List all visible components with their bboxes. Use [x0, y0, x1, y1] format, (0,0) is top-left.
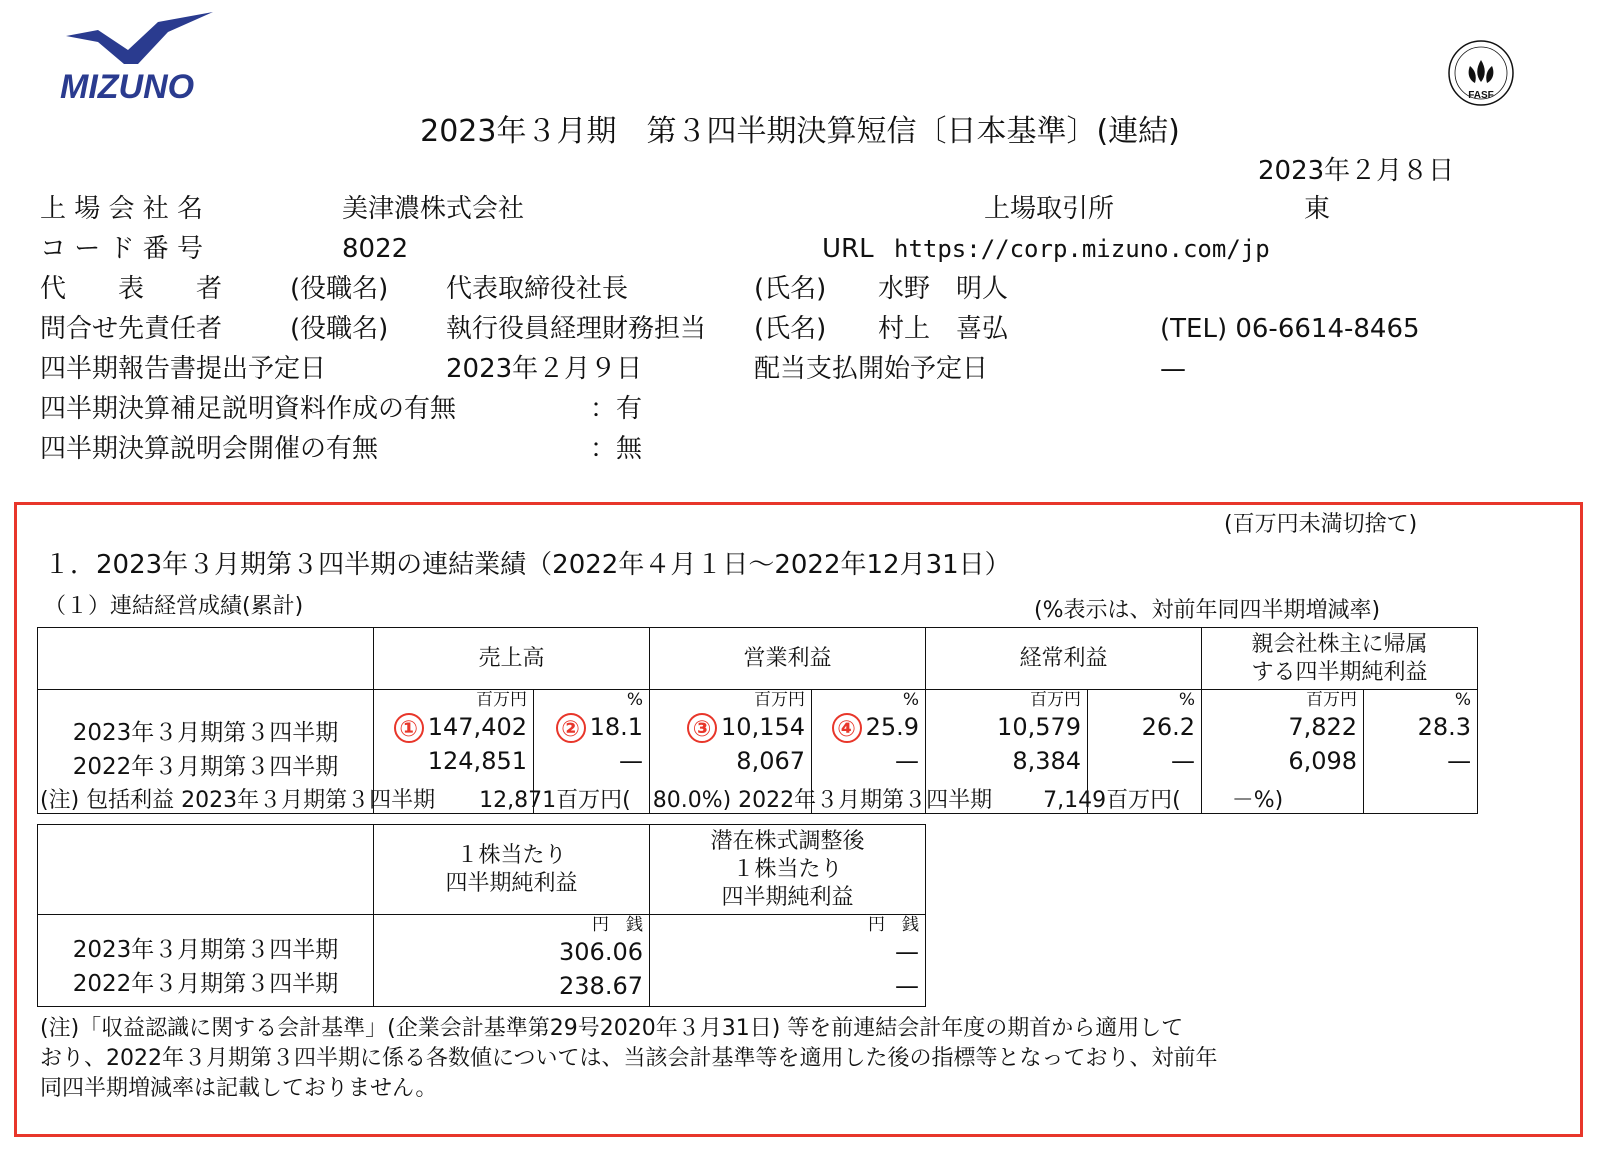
unit-label: % [1454, 690, 1472, 710]
value: 306.06 [559, 938, 643, 966]
marker-1: ① [394, 713, 424, 743]
rounding-note: (百万円未満切捨て) [1224, 512, 1418, 537]
contact-title: 執行役員経理財務担当 [446, 314, 707, 344]
dividend-label: 配当支払開始予定日 [754, 354, 989, 384]
supplementary-value: ：有 [590, 394, 643, 424]
representative-label: 代 表 者 [40, 274, 223, 304]
value: 10,154 [721, 713, 806, 741]
company-name: 美津濃株式会社 [342, 194, 525, 224]
contact-name: 村上 喜弘 [878, 314, 1009, 344]
rep-name-label: (氏名) [754, 274, 827, 304]
url-link[interactable]: https://corp.mizuno.com/jp [894, 235, 1270, 263]
value: — [1447, 747, 1472, 775]
row-label: 2023年３月期第３四半期 [72, 937, 339, 963]
comprehensive-income-note: (注) 包括利益 2023年３月期第３四半期 12,871百万円( 80.0%) 2022年３月期第３四半期 7,149百万円( －%) [40, 788, 1284, 813]
value: 6,098 [1288, 747, 1358, 775]
briefing-value: ：無 [590, 434, 643, 464]
row-label: 2022年３月期第３四半期 [72, 971, 339, 997]
report-date: 2023年２月８日 [1258, 156, 1455, 186]
value: 8,067 [736, 747, 806, 775]
value: 18.1 [589, 713, 644, 741]
contact-label: 問合せ先責任者 [40, 314, 223, 344]
eps-cell [374, 915, 650, 1007]
header-ordinary-income: 経常利益 [926, 628, 1202, 690]
unit-label: % [626, 690, 644, 710]
unit-label: % [1178, 690, 1196, 710]
percent-note: (%表示は、対前年同四半期増減率) [1034, 598, 1381, 623]
document-title: 2023年３月期 第３四半期決算短信〔日本基準〕(連結) [420, 114, 1180, 149]
value: 10,579 [997, 713, 1082, 741]
contact-title-label: (役職名) [290, 314, 389, 344]
contact-tel: (TEL) 06-6614-8465 [1160, 314, 1420, 344]
value: 25.9 [865, 713, 920, 741]
eps-corner-cell [38, 825, 374, 915]
briefing-label: 四半期決算説明会開催の有無 [40, 434, 379, 464]
eps-row-labels [38, 915, 374, 1007]
unit-label: 円 銭 [592, 915, 643, 935]
unit-label: 百万円 [754, 690, 806, 710]
value: — [895, 972, 919, 1000]
value: — [895, 938, 919, 966]
footnote-line: (注)「収益認識に関する会計基準」(企業会計基準第29号2020年３月31日) 等を前連結会計年度の期首から適用して [40, 1016, 1184, 1041]
diluted-eps-cell [650, 915, 926, 1007]
rep-name: 水野 明人 [878, 274, 1009, 304]
dividend-date: — [1160, 354, 1186, 384]
net-income-pct-cell [1364, 690, 1478, 814]
value: 7,822 [1288, 713, 1358, 741]
value: — [1171, 747, 1196, 775]
header-diluted-eps: 潜在株式調整後 １株当たり 四半期純利益 [650, 825, 926, 915]
header-net-income-parent: 親会社株主に帰属 する四半期純利益 [1202, 628, 1478, 690]
value: 28.3 [1417, 713, 1472, 741]
eps-table [37, 824, 926, 1007]
value: — [895, 747, 920, 775]
supplementary-label: 四半期決算補足説明資料作成の有無 [40, 394, 457, 424]
marker-3: ③ [687, 713, 717, 743]
code-label: コ ー ド 番 号 [40, 234, 204, 264]
value: 124,851 [427, 747, 527, 775]
exchange-label: 上場取引所 [984, 194, 1115, 224]
rep-title-label: (役職名) [290, 274, 389, 304]
rep-title: 代表取締役社長 [446, 274, 629, 304]
value: 8,384 [1012, 747, 1082, 775]
results-corner-cell [38, 628, 374, 690]
fasf-label: FASF [1468, 90, 1494, 101]
report-submission-date: 2023年２月９日 [446, 354, 643, 384]
value: 147,402 [427, 713, 527, 741]
marker-2: ② [556, 713, 586, 743]
url-label: URL [822, 234, 874, 264]
company-name-label: 上 場 会 社 名 [40, 194, 204, 224]
unit-label: 百万円 [476, 690, 527, 710]
unit-label: 百万円 [1030, 690, 1082, 710]
exchange-value: 東 [1304, 194, 1331, 224]
footnote-line: おり、2022年３月期第３四半期に係る各数値については、当該会計基準等を適用した後の指標等となっており、対前年 [40, 1046, 1218, 1071]
fasf-seal [1446, 38, 1516, 108]
logo-text: MIZUNO [60, 68, 195, 104]
mizuno-logo [58, 12, 218, 104]
row-label: 2023年３月期第３四半期 [72, 720, 339, 746]
header-operating-income: 営業利益 [650, 628, 926, 690]
value: — [619, 747, 644, 775]
value: 26.2 [1141, 713, 1196, 741]
header-net-sales: 売上高 [374, 628, 650, 690]
marker-4: ④ [832, 713, 862, 743]
value: 238.67 [559, 972, 643, 1000]
section-subheading: （１）連結経営成績(累計) [44, 594, 304, 619]
code-value: 8022 [342, 234, 409, 264]
contact-name-label: (氏名) [754, 314, 827, 344]
header-eps: １株当たり 四半期純利益 [374, 825, 650, 915]
report-submission-label: 四半期報告書提出予定日 [40, 354, 327, 384]
unit-label: % [902, 690, 920, 710]
footnote-line: 同四半期増減率は記載しておりません。 [40, 1076, 438, 1101]
section-heading: １．2023年３月期第３四半期の連結業績（2022年４月１日～2022年12月31日） [44, 550, 1011, 580]
unit-label: 円 銭 [868, 915, 919, 935]
row-label: 2022年３月期第３四半期 [72, 754, 339, 780]
results-table [37, 627, 1478, 814]
unit-label: 百万円 [1306, 690, 1358, 710]
